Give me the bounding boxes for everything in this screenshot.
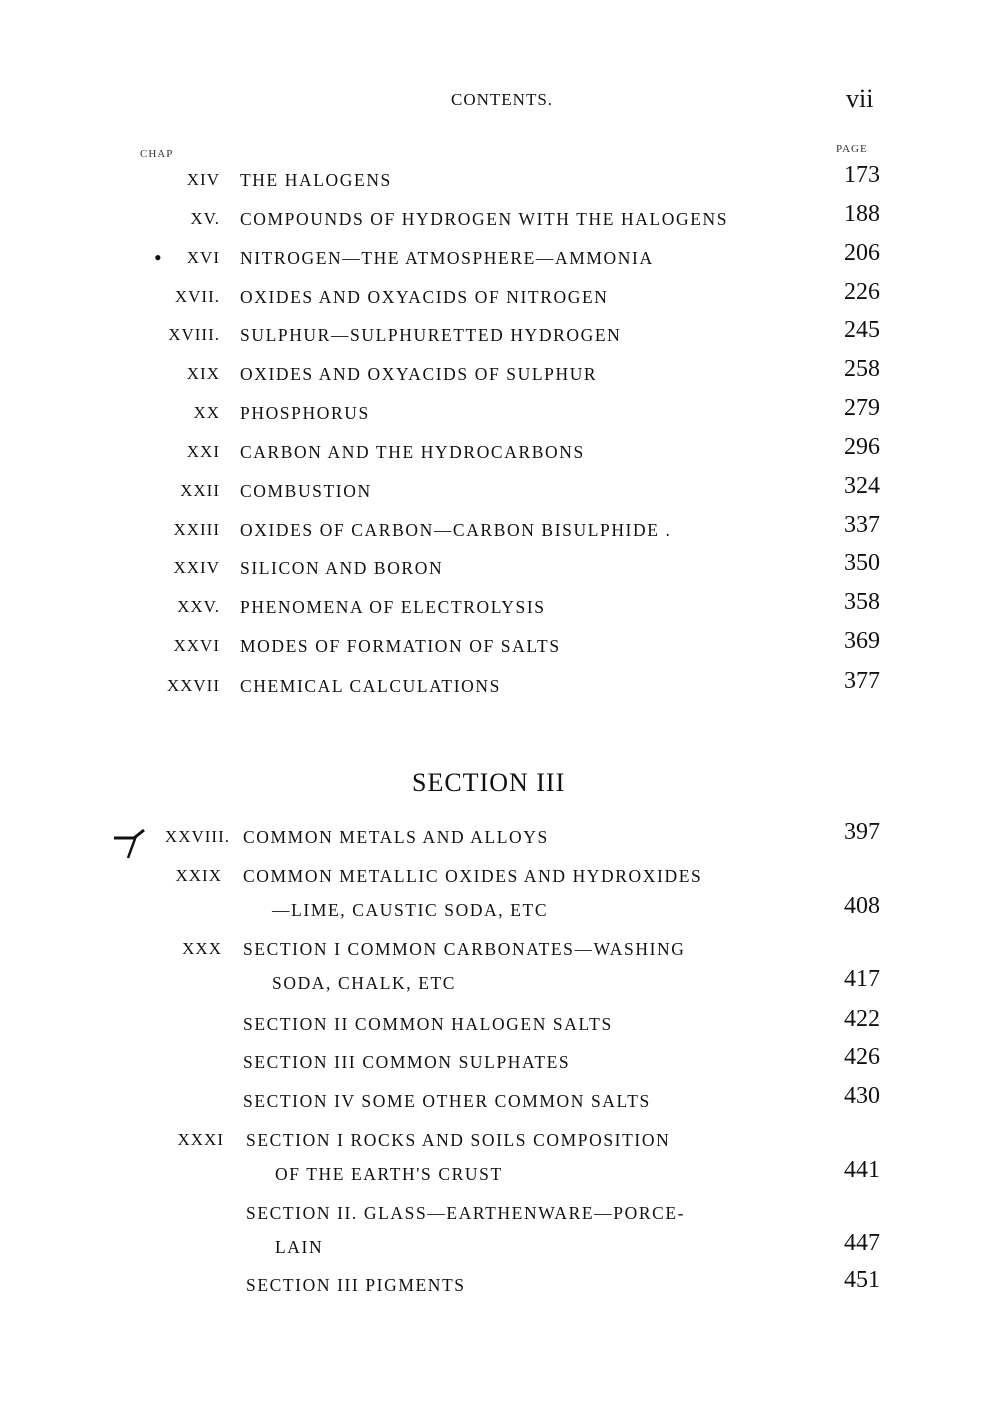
- chapter-title: SECTION II COMMON HALOGEN SALTS: [243, 1014, 613, 1034]
- chapter-title: THE HALOGENS: [240, 170, 392, 190]
- chapter-page: 451: [844, 1267, 880, 1293]
- chapter-page: 397: [844, 819, 880, 845]
- chapter-title: MODES OF FORMATION OF SALTS: [240, 636, 561, 656]
- chapter-number: XXIX: [175, 866, 222, 885]
- chapter-title: CHEMICAL CALCULATIONS: [240, 676, 501, 696]
- chapter-number: XXIII: [173, 520, 220, 539]
- chapter-page: 188: [844, 201, 880, 227]
- column-label-chap: CHAP: [140, 148, 174, 160]
- bullet-mark-icon: •: [154, 245, 162, 270]
- chapter-number: XXXI: [177, 1130, 224, 1149]
- chapter-title: COMPOUNDS OF HYDROGEN WITH THE HALOGENS: [240, 209, 729, 229]
- chapter-number: XXII: [180, 481, 220, 500]
- chapter-page: 245: [844, 317, 880, 343]
- section-heading: SECTION III: [412, 768, 566, 797]
- chapter-title: NITROGEN—THE ATMOSPHERE—AMMONIA: [240, 248, 654, 268]
- page-number: vii: [846, 84, 874, 113]
- chapter-title: OXIDES AND OXYACIDS OF SULPHUR: [240, 364, 598, 384]
- chapter-page: 426: [844, 1044, 880, 1070]
- chapter-page: 447: [844, 1230, 880, 1256]
- chapter-page: 296: [844, 434, 880, 460]
- chapter-title: OXIDES OF CARBON—CARBON BISULPHIDE .: [240, 520, 672, 540]
- chapter-title: SILICON AND BORON: [240, 558, 444, 578]
- chapter-page: 350: [844, 550, 880, 576]
- chapter-page: 337: [844, 512, 880, 538]
- chapter-page: 258: [844, 356, 880, 382]
- chapter-title: SECTION I ROCKS AND SOILS COMPOSITION: [246, 1130, 671, 1150]
- chapter-title: SECTION I COMMON CARBONATES—WASHING: [243, 939, 686, 959]
- chapter-title: SULPHUR—SULPHURETTED HYDROGEN: [240, 325, 622, 345]
- running-header-title: CONTENTS.: [451, 90, 554, 109]
- chapter-title: SECTION III PIGMENTS: [246, 1275, 466, 1295]
- chapter-page: 173: [844, 162, 880, 188]
- chapter-number: XXVII: [166, 676, 220, 695]
- chapter-page: 377: [844, 668, 880, 694]
- chapter-number: XVIII.: [168, 325, 220, 344]
- chapter-number: XV.: [190, 209, 220, 228]
- chapter-title: COMMON METALLIC OXIDES AND HYDROXIDES: [243, 866, 703, 886]
- chapter-number: XXIV: [173, 558, 220, 577]
- chapter-title: PHENOMENA OF ELECTROLYSIS: [240, 597, 546, 617]
- chapter-title-continuation: SODA, CHALK, ETC: [272, 973, 457, 993]
- chapter-number: XVI: [186, 248, 220, 267]
- chapter-number: XXV.: [177, 597, 220, 616]
- chapter-page: 408: [844, 893, 880, 919]
- chapter-number: XIX: [186, 364, 220, 383]
- chapter-page: 358: [844, 589, 880, 615]
- chapter-number: XXX: [182, 939, 222, 958]
- chapter-page: 369: [844, 628, 880, 654]
- chapter-number: XXVI: [173, 636, 220, 655]
- chapter-title-continuation: LAIN: [275, 1237, 324, 1257]
- chapter-number: XXI: [186, 442, 220, 461]
- column-label-page: PAGE: [836, 143, 868, 155]
- chapter-number: XIV: [186, 170, 220, 189]
- chapter-title: SECTION III COMMON SULPHATES: [243, 1052, 571, 1072]
- chapter-title-continuation: OF THE EARTH'S CRUST: [275, 1164, 503, 1184]
- chapter-title: COMMON METALS AND ALLOYS: [243, 827, 549, 847]
- chapter-title: COMBUSTION: [240, 481, 372, 501]
- chapter-page: 279: [844, 395, 880, 421]
- chapter-page: 324: [844, 473, 880, 499]
- chapter-page: 422: [844, 1006, 880, 1032]
- chapter-title: SECTION II. GLASS—EARTHENWARE—PORCE-: [246, 1203, 686, 1223]
- chapter-number: XVII.: [174, 287, 220, 306]
- chapter-page: 206: [844, 240, 880, 266]
- chapter-title: SECTION IV SOME OTHER COMMON SALTS: [243, 1091, 651, 1111]
- chapter-number: XXVIII.: [164, 827, 230, 846]
- chapter-title: PHOSPHORUS: [240, 403, 370, 423]
- chapter-number: XX: [193, 403, 220, 422]
- chapter-page: 226: [844, 279, 880, 305]
- chapter-page: 430: [844, 1083, 880, 1109]
- chapter-title: OXIDES AND OXYACIDS OF NITROGEN: [240, 287, 609, 307]
- chapter-title-continuation: —LIME, CAUSTIC SODA, ETC: [272, 900, 549, 920]
- chapter-title: CARBON AND THE HYDROCARBONS: [240, 442, 585, 462]
- chapter-page: 441: [844, 1157, 880, 1183]
- chapter-page: 417: [844, 966, 880, 992]
